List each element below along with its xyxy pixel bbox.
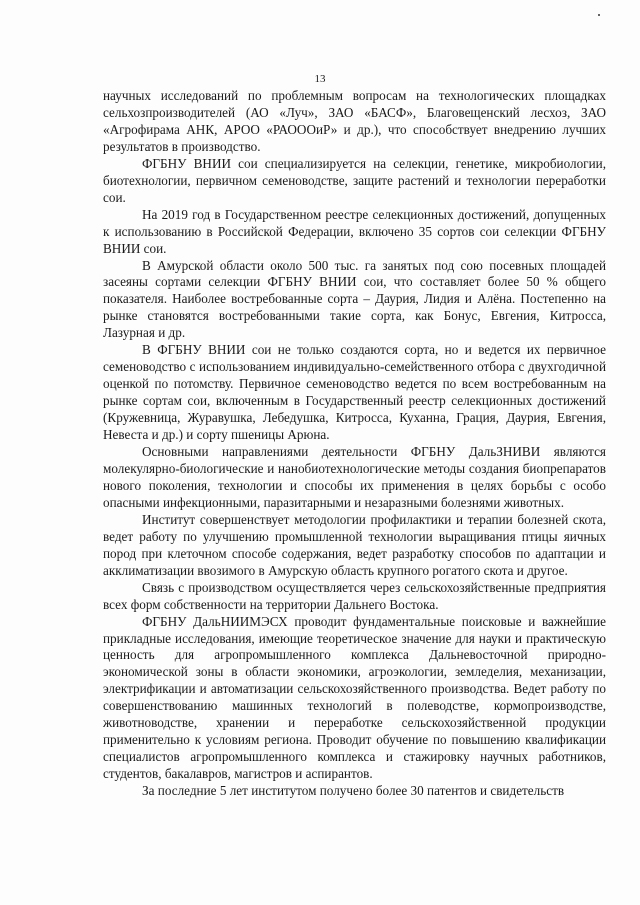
paragraph-institute-methodology: Институт совершенствует методологии профилактики и терапии болезней скота, ведет работу по улучшению промышленной технологии выращивания птицы яичных пород при клеточном способе содержания, ведет разработку способов по адаптации и акклиматизации ввозимого в Амурскую область крупного рогатого скота и другое. — [103, 511, 606, 578]
scan-speck — [598, 14, 600, 16]
paragraph-dalznivi-directions: Основными направлениями деятельности ФГБНУ ДальЗНИВИ являются молекулярно-биологические и нанобиотехнологические методы создания биопрепаратов нового поколения, технологии и способы их применения в целях борьбы с особо опасными инфекционными, паразитарными и незаразными болезнями животных. — [103, 444, 606, 510]
paragraph-dalniimesh-research: ФГБНУ ДальНИИМЭСХ проводит фундаментальные поисковые и важнейшие прикладные исследования, имеющие теоретическое значение для науки и практическую ценность для агропромышленного комплекса Дальневосточной природно-экономической зоны в области экономики, агроэкологии, земледелия, механизации, электрификации и автоматизации сельскохозяйственного производства. Ведет работу по совершенствованию машинных технологий в полеводстве, кормопроизводстве, животноводстве, хранении и переработке сельскохозяйственной продукции применительно к условиям региона. Проводит обучение по повышению квалификации специалистов агропромышленного комплекса и стажировку научных работников, студентов, бакалавров, магистров и аспирантов. — [103, 613, 606, 782]
paragraph-amur-region-sowing: В Амурской области около 500 тыс. га занятых под сою посевных площадей засеяны сортами селекции ФГБНУ ВНИИ сои, что составляет более 50 % общего показателя. Наиболее востребованные сорта – Даурия, Лидия и Алёна. Постепенно на рынке становятся востребованными такие сорта, как Бонус, Евгения, Китросса, Лазурная и др. — [103, 257, 606, 341]
page-number: 13 — [314, 73, 326, 85]
document-body — [103, 88, 606, 800]
paragraph-continuation: научных исследований по проблемным вопросам на технологических площадках сельхозпроизводителей (АО «Луч», ЗАО «БАСФ», Благовещенский лесхоз, ЗАО «Агрофирама АНК, АРОО «РАОООиР» и др.), что способствует внедрению лучших результатов в производство. — [103, 88, 606, 154]
paragraph-seed-production: В ФГБНУ ВНИИ сои не только создаются сорта, но и ведется их первичное семеноводство с использованием индивидуально-семейственного отбора с двухгодичной оценкой по потомству. Первичное семеноводство ведется по всем востребованным на рынке сортам сои, включенным в Государственный реестр селекционных достижений (Кружевница, Журавушка, Лебедушка, Китросса, Куханна, Грация, Даурия, Евгения, Невеста и др.) и сорту пшеницы Арюна. — [103, 342, 606, 443]
paragraph-state-register: На 2019 год в Государственном реестре селекционных достижений, допущенных к использованию в Российской Федерации, включено 35 сортов сои селекции ФГБНУ ВНИИ сои. — [103, 206, 606, 256]
paragraph-patents: За последние 5 лет институтом получено более 30 патентов и свидетельств — [142, 783, 565, 799]
paragraph-production-link: Связь с производством осуществляется через сельскохозяйственные предприятия всех форм собственности на территории Дальнего Востока. — [103, 579, 606, 612]
paragraph-vnii-soy-specialization: ФГБНУ ВНИИ сои специализируется на селекции, генетике, микробиологии, биотехнологии, первичном семеноводстве, защите растений и технологии переработки сои. — [103, 155, 606, 205]
